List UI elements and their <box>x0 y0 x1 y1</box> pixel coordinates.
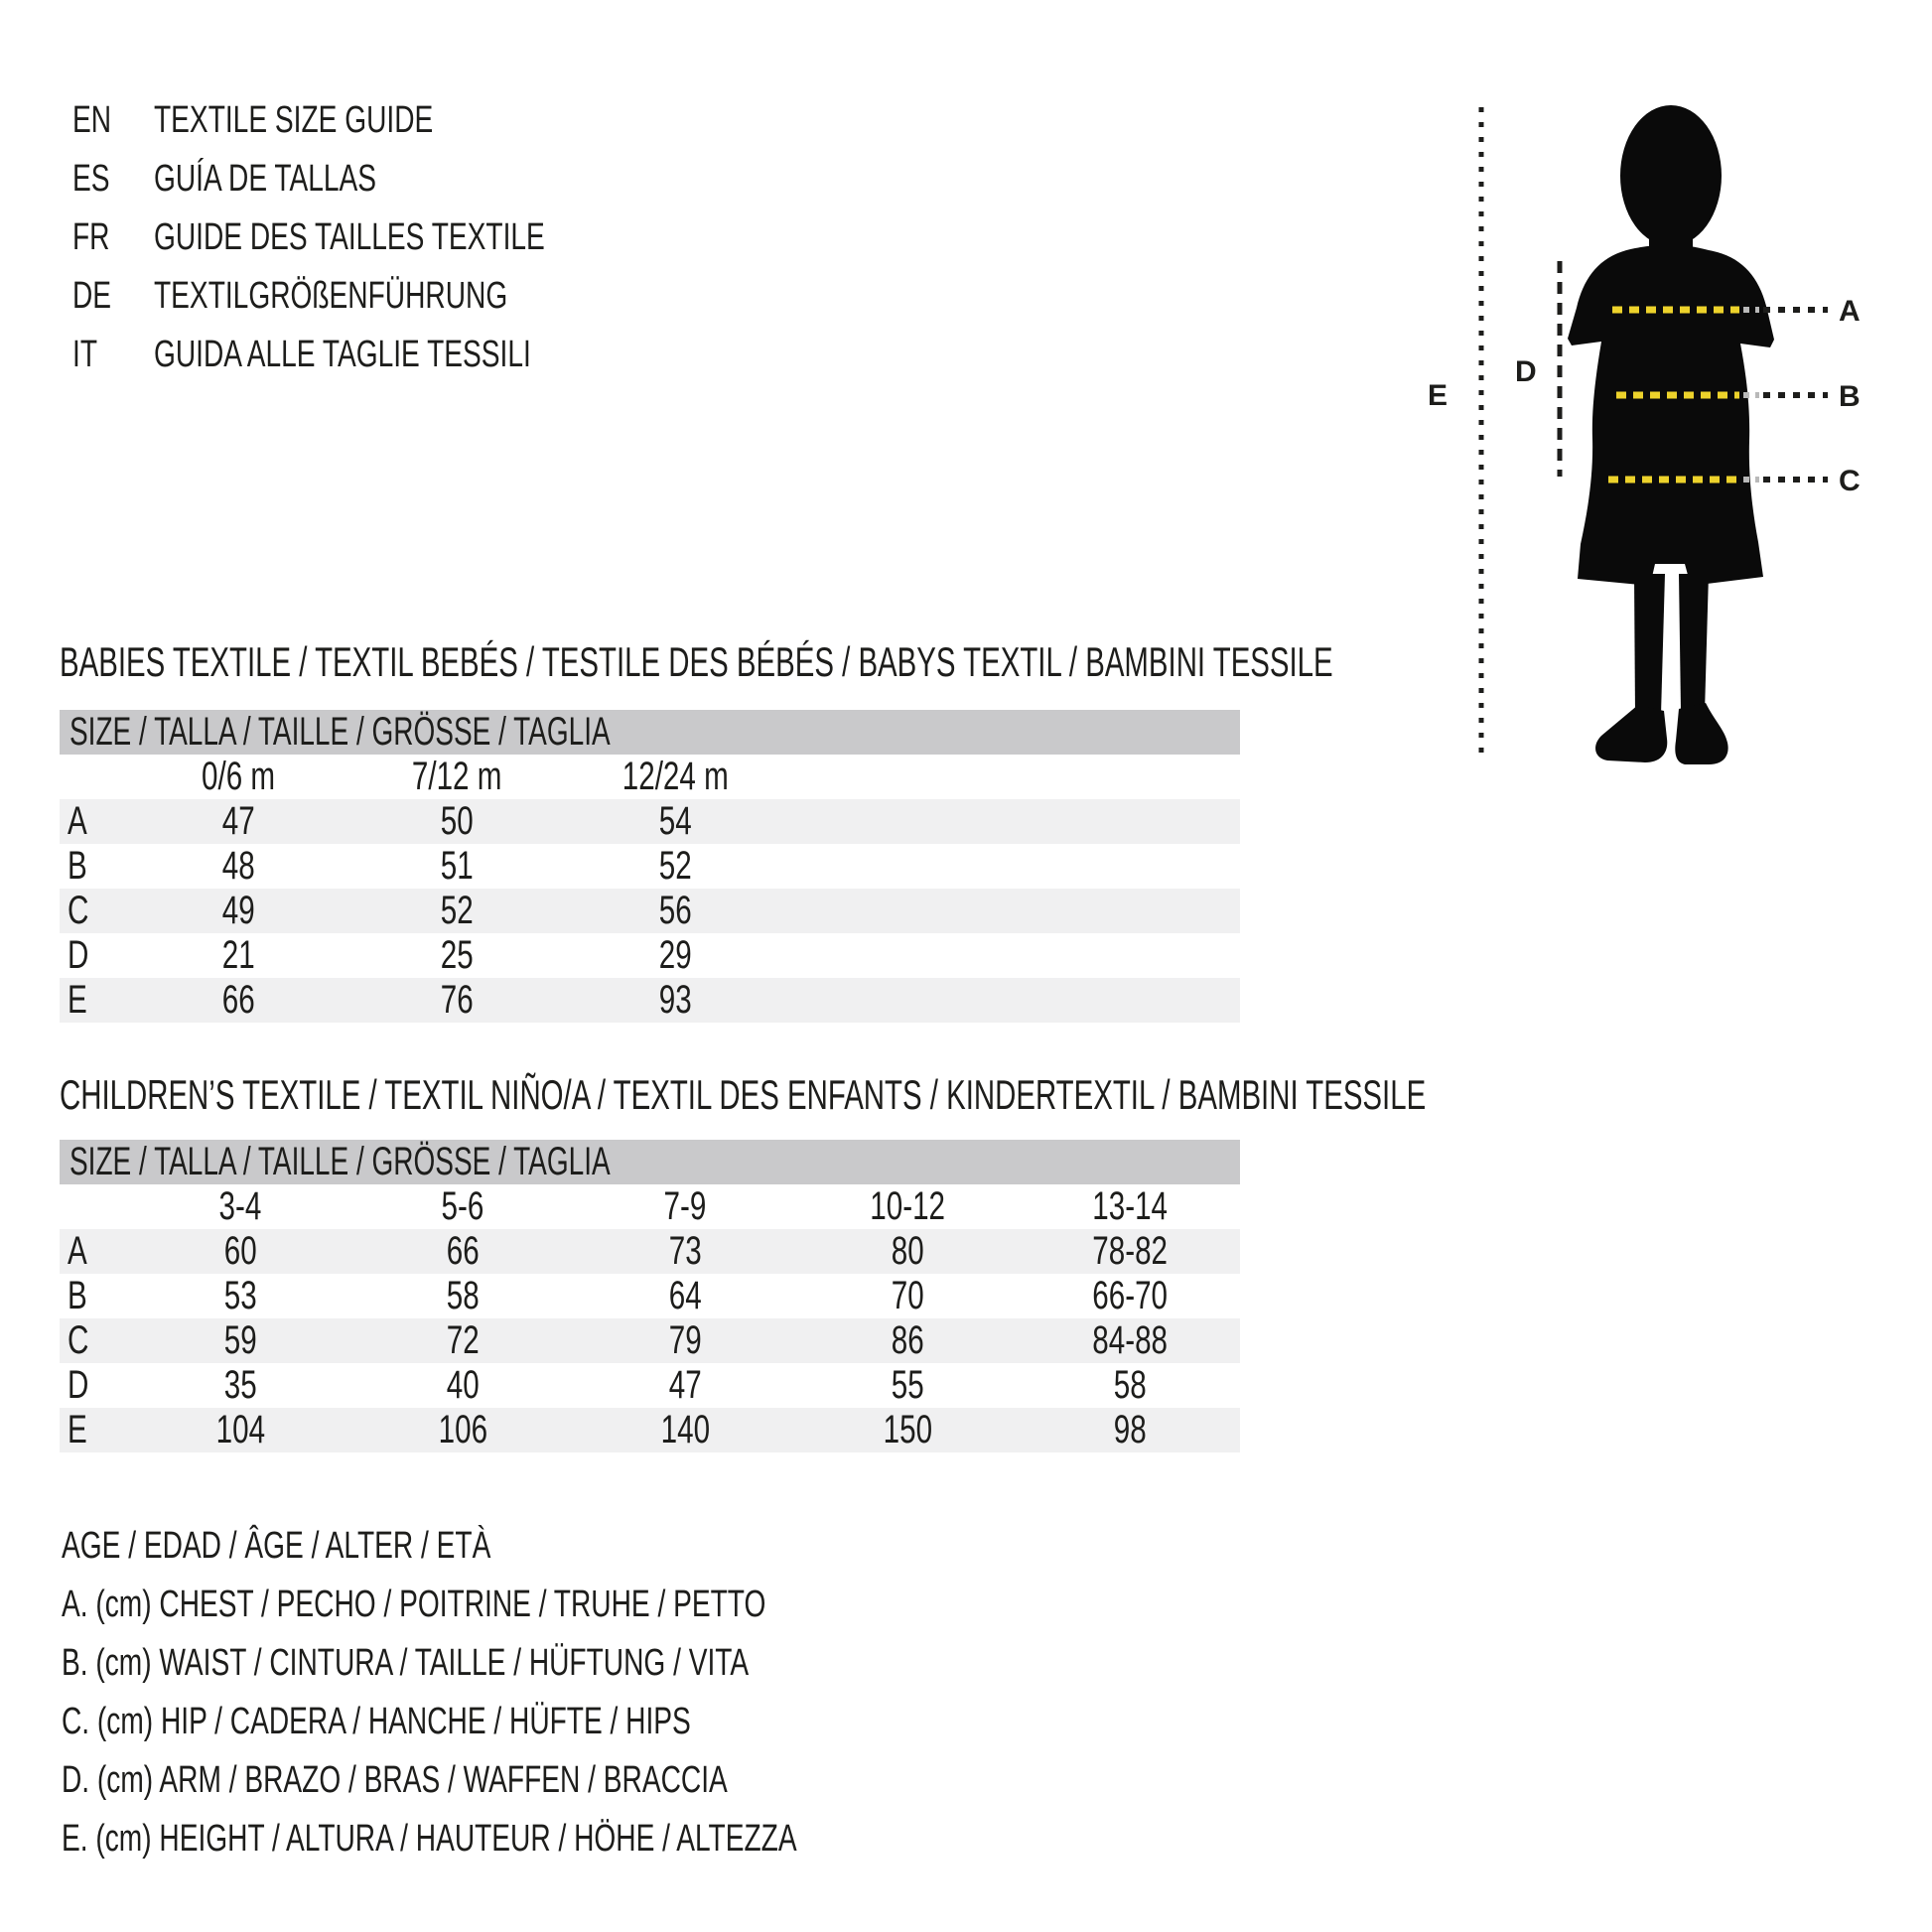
table-cell: 140 <box>660 1408 710 1451</box>
table-cell: 84-88 <box>1092 1318 1168 1362</box>
table-cell: 40 <box>446 1363 480 1407</box>
table-row <box>60 1229 1240 1274</box>
table-cell: 64 <box>668 1274 702 1317</box>
guide-title-fr: GUIDE DES TAILLES TEXTILE <box>154 216 545 258</box>
table-row <box>60 1274 1240 1318</box>
table-cell: 60 <box>223 1229 257 1273</box>
table-cell: 47 <box>668 1363 702 1407</box>
table-cell: 49 <box>221 889 255 932</box>
language-title-list <box>72 91 682 384</box>
table-cell: 51 <box>440 844 474 888</box>
column-header: 13-14 <box>1092 1184 1168 1228</box>
table-row <box>60 799 1240 844</box>
legend-height: E. (cm) HEIGHT / ALTURA / HAUTEUR / HÖHE / ALTEZZA <box>62 1818 797 1860</box>
table-cell: 72 <box>446 1318 480 1362</box>
language-row-es <box>72 150 682 208</box>
babies-size-header-bar: SIZE / TALLA / TAILLE / GRÖSSE / TAGLIA <box>60 710 1240 755</box>
table-cell: 66 <box>221 978 255 1022</box>
table-cell: 50 <box>440 799 474 843</box>
guide-title-it: GUIDA ALLE TAGLIE TESSILI <box>154 334 531 375</box>
table-cell: 66 <box>446 1229 480 1273</box>
figure-label-d: D <box>1515 355 1537 388</box>
table-cell: 52 <box>440 889 474 932</box>
column-header: 7/12 m <box>411 755 502 798</box>
legend-arm: D. (cm) ARM / BRAZO / BRAS / WAFFEN / BRACCIA <box>62 1759 728 1801</box>
figure-label-a: A <box>1839 295 1861 328</box>
table-cell: 55 <box>891 1363 924 1407</box>
table-cell: 80 <box>891 1229 924 1273</box>
table-cell: 73 <box>668 1229 702 1273</box>
table-cell: 86 <box>891 1318 924 1362</box>
column-header: 10-12 <box>870 1184 945 1228</box>
table-row <box>60 844 1240 889</box>
language-row-en <box>72 91 682 150</box>
table-cell: 106 <box>438 1408 487 1451</box>
table-cell: 93 <box>658 978 692 1022</box>
table-cell: 58 <box>446 1274 480 1317</box>
table-cell: 150 <box>883 1408 932 1451</box>
language-row-it <box>72 326 682 384</box>
row-label: D <box>68 1363 89 1407</box>
table-cell: 25 <box>440 933 474 977</box>
figure-label-e: E <box>1428 379 1449 412</box>
legend-age: AGE / EDAD / ÂGE / ALTER / ETÀ <box>62 1525 491 1567</box>
column-header: 5-6 <box>441 1184 484 1228</box>
table-cell: 35 <box>223 1363 257 1407</box>
babies-section-title: BABIES TEXTILE / TEXTIL BEBÉS / TESTILE DES BÉBÉS / BABYS TEXTIL / BAMBINI TESSILE <box>60 637 1333 685</box>
language-code: DE <box>72 275 112 317</box>
babies-size-table <box>60 755 1240 1023</box>
table-cell: 56 <box>658 889 692 932</box>
language-row-fr <box>72 208 682 267</box>
column-header: 7-9 <box>663 1184 707 1228</box>
table-cell: 104 <box>215 1408 265 1451</box>
row-label: B <box>68 844 87 888</box>
table-cell: 52 <box>658 844 692 888</box>
row-label: C <box>68 1318 89 1362</box>
language-code: ES <box>72 158 110 200</box>
row-label: E <box>68 1408 87 1451</box>
guide-title-de: TEXTILGRÖßENFÜHRUNG <box>154 275 508 317</box>
table-cell: 48 <box>221 844 255 888</box>
children-size-table <box>60 1184 1240 1452</box>
table-row <box>60 889 1240 933</box>
language-code: FR <box>72 216 110 258</box>
children-section-title: CHILDREN’S TEXTILE / TEXTIL NIÑO/A / TEXTIL DES ENFANTS / KINDERTEXTIL / BAMBINI TESSILE <box>60 1070 1427 1118</box>
table-cell: 54 <box>658 799 692 843</box>
measurement-legend <box>62 1517 1055 1868</box>
table-row <box>60 978 1240 1023</box>
figure-label-b: B <box>1839 380 1861 413</box>
figure-label-c: C <box>1839 465 1861 497</box>
table-cell: 21 <box>221 933 255 977</box>
column-header: 12/24 m <box>621 755 729 798</box>
table-row <box>60 1318 1240 1363</box>
table-cell: 98 <box>1113 1408 1147 1451</box>
column-header: 3-4 <box>218 1184 262 1228</box>
row-label: A <box>68 1229 87 1273</box>
table-row <box>60 933 1240 978</box>
language-code: EN <box>72 99 112 141</box>
row-label: C <box>68 889 89 932</box>
guide-title-es: GUÍA DE TALLAS <box>154 158 377 200</box>
table-cell: 53 <box>223 1274 257 1317</box>
legend-waist: B. (cm) WAIST / CINTURA / TAILLE / HÜFTUNG / VITA <box>62 1642 750 1684</box>
children-size-header-bar: SIZE / TALLA / TAILLE / GRÖSSE / TAGLIA <box>60 1140 1240 1184</box>
table-header-row <box>60 1184 1240 1229</box>
row-label: E <box>68 978 87 1022</box>
table-cell: 59 <box>223 1318 257 1362</box>
column-header: 0/6 m <box>201 755 276 798</box>
legend-hip: C. (cm) HIP / CADERA / HANCHE / HÜFTE / HIPS <box>62 1701 691 1742</box>
table-cell: 47 <box>221 799 255 843</box>
table-cell: 78-82 <box>1092 1229 1168 1273</box>
table-header-row <box>60 755 1240 799</box>
table-cell: 70 <box>891 1274 924 1317</box>
table-cell: 66-70 <box>1092 1274 1168 1317</box>
table-cell: 58 <box>1113 1363 1147 1407</box>
table-cell: 76 <box>440 978 474 1022</box>
row-label: B <box>68 1274 87 1317</box>
legend-chest: A. (cm) CHEST / PECHO / POITRINE / TRUHE / PETTO <box>62 1584 766 1625</box>
row-label: D <box>68 933 89 977</box>
guide-title-en: TEXTILE SIZE GUIDE <box>154 99 434 141</box>
table-row <box>60 1408 1240 1452</box>
row-label: A <box>68 799 87 843</box>
language-code: IT <box>72 334 97 375</box>
table-row <box>60 1363 1240 1408</box>
table-cell: 79 <box>668 1318 702 1362</box>
language-row-de <box>72 267 682 326</box>
table-cell: 29 <box>658 933 692 977</box>
